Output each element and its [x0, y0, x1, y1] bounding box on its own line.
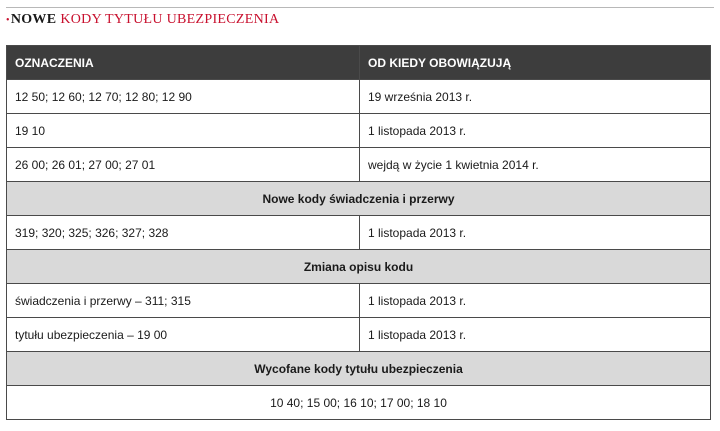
section-title-new-benefit-codes: Nowe kody świadczenia i przerwy: [7, 182, 711, 216]
section-header-row: [7, 352, 711, 386]
section-title-description-change: Zmiana opisu kodu: [7, 250, 711, 284]
date-cell: 1 listopada 2013 r.: [360, 114, 711, 148]
page-title: [6, 11, 279, 29]
table-row: [7, 318, 711, 352]
table-header-row: [7, 46, 711, 80]
table-row: [7, 148, 711, 182]
bullet-icon: •: [6, 14, 10, 26]
top-divider: [6, 7, 714, 8]
date-cell: wejdą w życie 1 kwietnia 2014 r.: [360, 148, 711, 182]
table-row: [7, 80, 711, 114]
title-part-red: KODY TYTUŁU UBEZPIECZENIA: [60, 12, 280, 27]
section-title-withdrawn-codes: Wycofane kody tytułu ubezpieczenia: [7, 352, 711, 386]
title-part-bold: NOWE: [10, 12, 57, 27]
code-cell: 19 10: [7, 114, 360, 148]
code-cell: 12 50; 12 60; 12 70; 12 80; 12 90: [7, 80, 360, 114]
section-header-row: [7, 250, 711, 284]
table-row: [7, 216, 711, 250]
date-cell: 19 września 2013 r.: [360, 80, 711, 114]
code-cell: 26 00; 26 01; 27 00; 27 01: [7, 148, 360, 182]
insurance-codes-table: [6, 45, 711, 420]
date-cell: 1 listopada 2013 r.: [360, 216, 711, 250]
code-cell: tytułu ubezpieczenia – 19 00: [7, 318, 360, 352]
column-header-effective-date: OD KIEDY OBOWIĄZUJĄ: [360, 46, 711, 80]
table-row: [7, 386, 711, 420]
table-row: [7, 284, 711, 318]
column-header-codes: OZNACZENIA: [7, 46, 360, 80]
date-cell: 1 listopada 2013 r.: [360, 318, 711, 352]
table-row: [7, 114, 711, 148]
code-cell: świadczenia i przerwy – 311; 315: [7, 284, 360, 318]
section-header-row: [7, 182, 711, 216]
withdrawn-codes-cell: 10 40; 15 00; 16 10; 17 00; 18 10: [7, 386, 711, 420]
date-cell: 1 listopada 2013 r.: [360, 284, 711, 318]
code-cell: 319; 320; 325; 326; 327; 328: [7, 216, 360, 250]
